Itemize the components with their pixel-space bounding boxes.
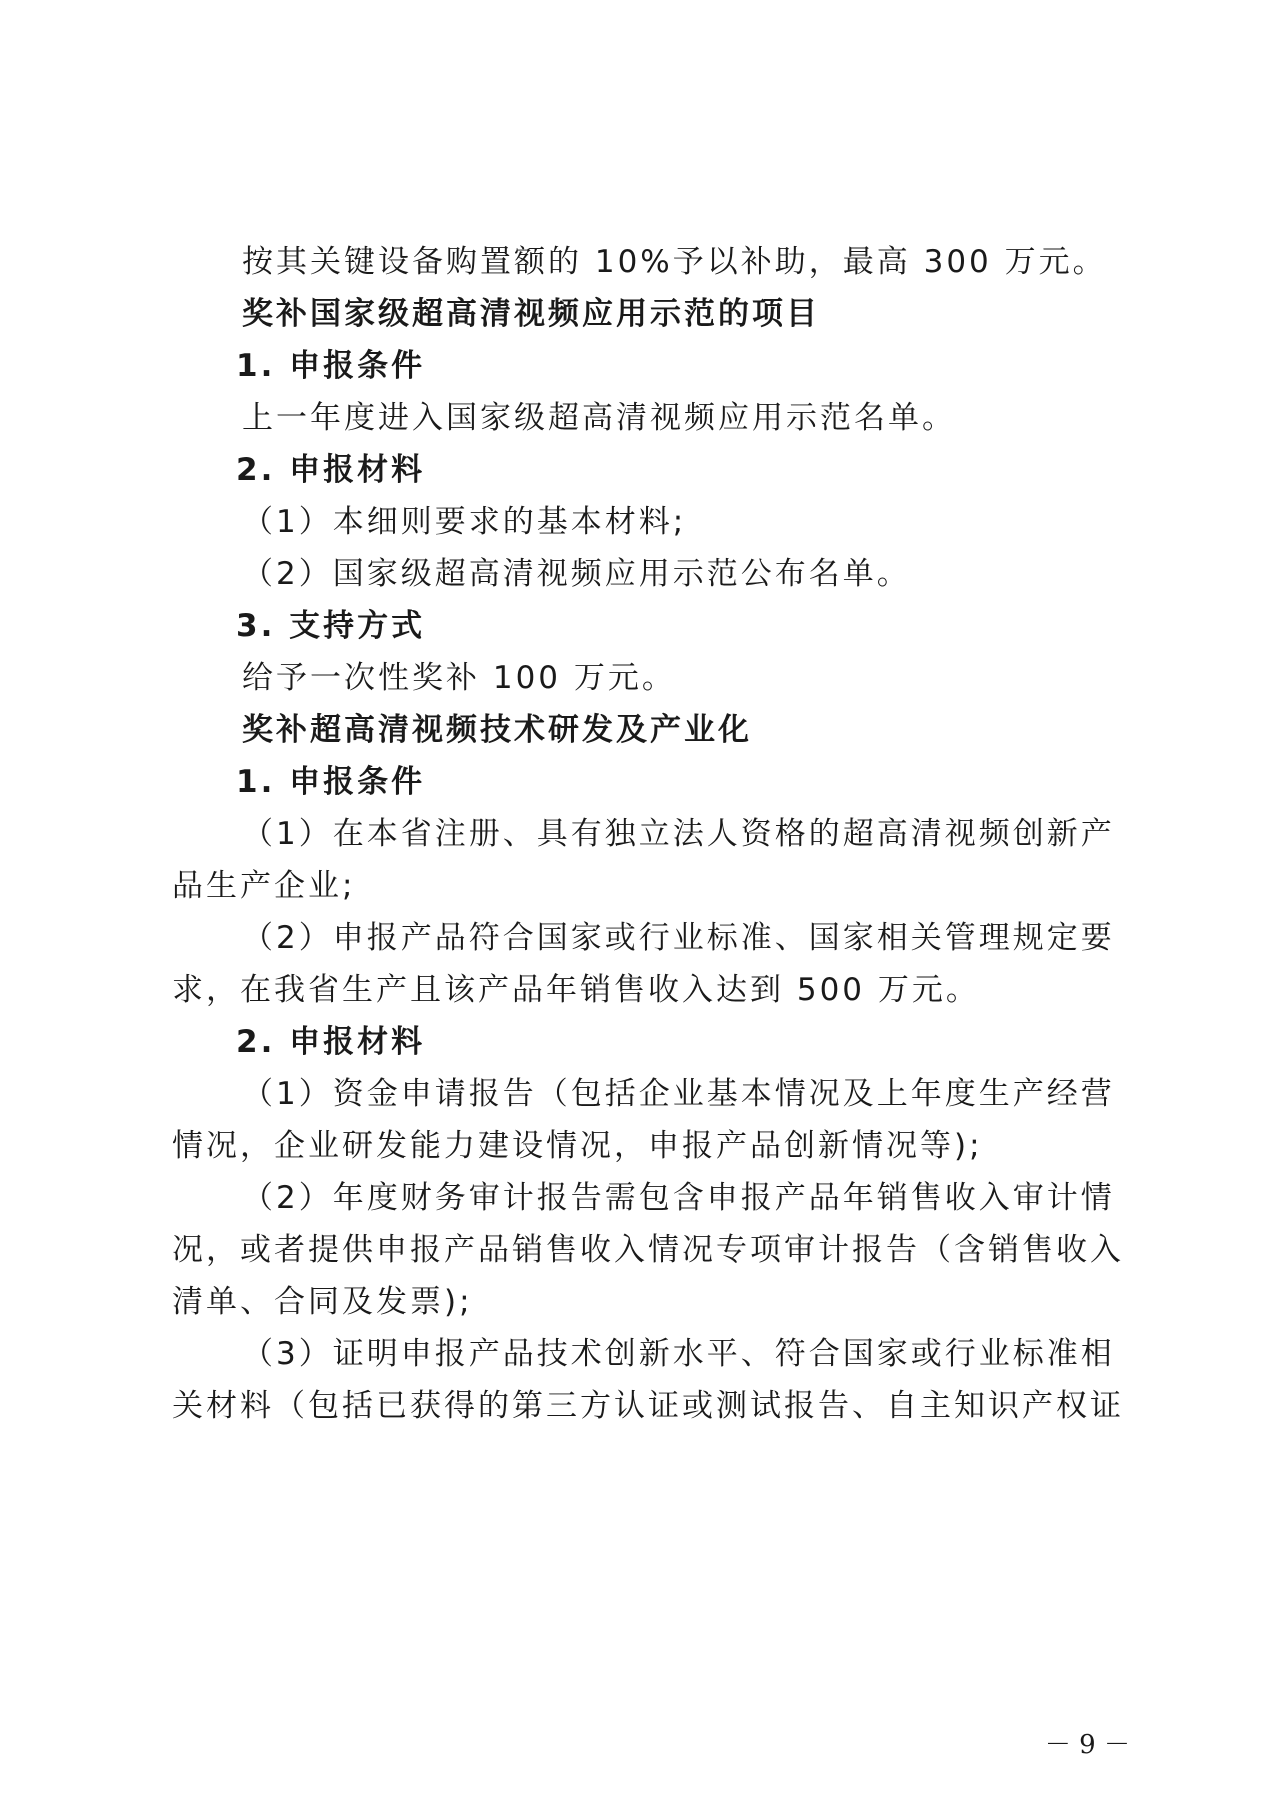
list-item: （2）年度财务审计报告需包含申报产品年销售收入审计情 xyxy=(242,1180,1115,1216)
subsection-heading: 2. 申报材料 xyxy=(236,452,426,488)
subsection-heading: 2. 申报材料 xyxy=(236,1024,426,1060)
list-item: （1）资金申请报告（包括企业基本情况及上年度生产经营 xyxy=(242,1076,1115,1112)
list-item-continuation: 关材料（包括已获得的第三方认证或测试报告、自主知识产权证 xyxy=(172,1388,1124,1424)
list-item: （1）本细则要求的基本材料; xyxy=(242,504,687,540)
subsection-heading: 1. 申报条件 xyxy=(236,348,426,384)
list-item: （3）证明申报产品技术创新水平、符合国家或行业标准相 xyxy=(242,1336,1115,1372)
section-heading: 奖补国家级超高清视频应用示范的项目 xyxy=(242,296,820,332)
body-text: 给予一次性奖补 100 万元。 xyxy=(242,660,676,696)
section-heading: 奖补超高清视频技术研发及产业化 xyxy=(242,712,752,748)
list-item: （1）在本省注册、具有独立法人资格的超高清视频创新产 xyxy=(242,816,1115,852)
subsection-heading: 1. 申报条件 xyxy=(236,764,426,800)
list-item: （2）申报产品符合国家或行业标准、国家相关管理规定要 xyxy=(242,920,1115,956)
list-item-continuation: 品生产企业; xyxy=(172,868,356,904)
list-item: （2）国家级超高清视频应用示范公布名单。 xyxy=(242,556,911,592)
list-item-continuation: 情况，企业研发能力建设情况，申报产品创新情况等); xyxy=(172,1128,983,1164)
page-number: － 9 － xyxy=(1044,1730,1130,1760)
body-text: 按其关键设备购置额的 10%予以补助，最高 300 万元。 xyxy=(242,244,1107,280)
list-item-continuation: 况，或者提供申报产品销售收入情况专项审计报告（含销售收入 xyxy=(172,1232,1124,1268)
list-item-continuation: 清单、合同及发票); xyxy=(172,1284,473,1320)
subsection-heading: 3. 支持方式 xyxy=(236,608,426,644)
body-text: 上一年度进入国家级超高清视频应用示范名单。 xyxy=(242,400,956,436)
list-item-continuation: 求，在我省生产且该产品年销售收入达到 500 万元。 xyxy=(172,972,980,1008)
